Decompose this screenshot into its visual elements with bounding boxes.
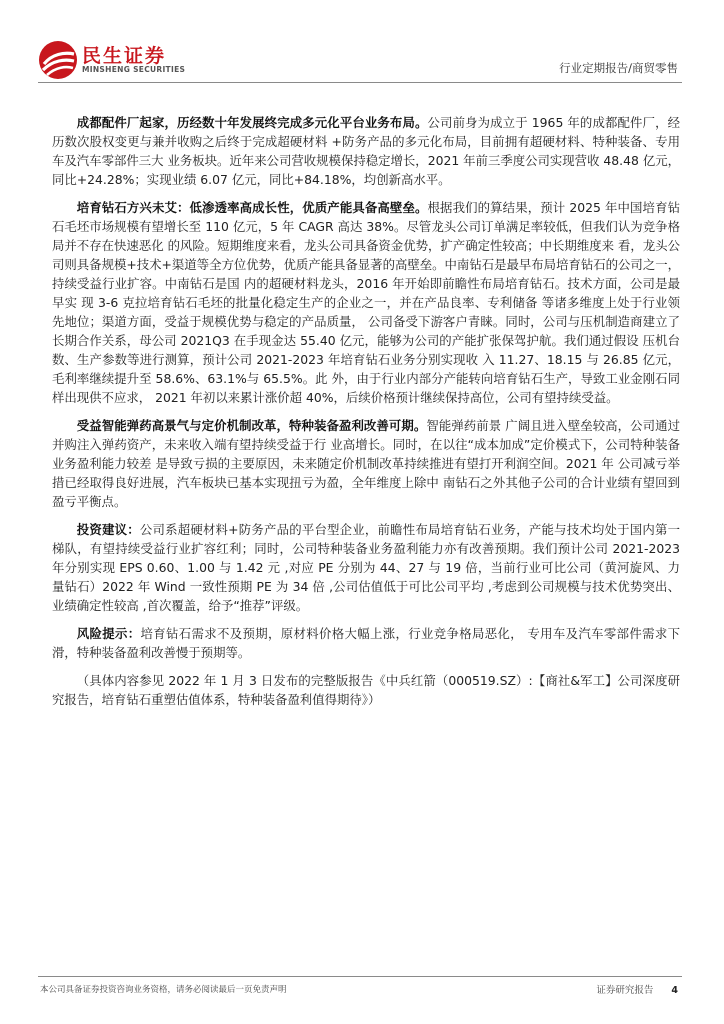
logo-english-name: MINSHENG SECURITIES <box>82 65 186 74</box>
page-header <box>0 0 724 90</box>
paragraph-lead: 培育钻石方兴未艾：低渗透率高成长性，优质产能具备高壁垒。 <box>76 200 428 215</box>
paragraph-text: 根据我们的算结果，预计 2025 年中国培育钻石毛坯市场规模有望增长至 110 亿元，5 年 CAGR 高达 38%。尽管龙头公司订单满足率较低，但我们认为竞争格局并不存在快速恶化 的风险。短期维度来看，龙头公司具备资金优势，扩产确定性较高；中长期维度来 看，龙头公司则具备规模+技术+渠道等全方位优势，优质产能具备显著的高壁垒。中南钻石是最早布局培育钻石的公司之一，持续受益行业扩容。中南钻石是国 内的超硬材料龙头，2016 年开始即前瞻性布局培育钻石。技术方面，公司是最早实 现 3-6 克拉培育钻石毛坯的批量化稳定生产的企业之一，并在产品良率、专利储备 等诸多维度上处于行业领先地位；渠道方面，受益于规模优势与稳定的产品质量， 公司备受下游客户青睐。同时，公司与压机制造商建立了长期合作关系，母公司 2021Q3 在手现金达 55.40 亿元，能够为公司的产能扩张保驾护航。我们通过假设 压机台数、生产参数等进行测算，预计公司 2021-2023 年培育钻石业务分别实现收 入 11.27、18.15 与 26.85 亿元，毛利率继续提升至 58.6%、63.1%与 65.5%。此 外，由于行业内部分产能转向培育钻石生产，导致工业金刚石同样出现供不应求， 2021 年初以来累计涨价超 40%，后续价格预计继续保持高位，公司有望持续受益。 <box>52 200 680 405</box>
paragraph-lead: 受益智能弹药高景气与定价机制改革，特种装备盈利改善可期。 <box>76 418 427 433</box>
page-footer <box>596 982 678 996</box>
report-body <box>52 113 680 718</box>
paragraph-lead: 风险提示： <box>76 626 141 641</box>
paragraph-lead: 投资建议： <box>76 522 140 537</box>
paragraph-lead: 成都配件厂起家，历经数十年发展终完成多元化平台业务布局。 <box>76 115 428 130</box>
paragraph-text: 公司前身为成立于 1965 年的成都配件厂，经历数次股权变更与兼并收购之后终于完成超硬材料 +防务产品的多元化布局，目前拥有超硬材料、特种装备、专用车及汽车零部件三大 业务板块。近年来公司营收规模保持稳定增长，2021 年前三季度公司实现营收 48.48 亿元，同比+24.28%；实现业绩 6.07 亿元，同比+84.18%，均创新高水平。 <box>52 115 680 187</box>
footer-divider <box>38 976 682 977</box>
paragraph-special-equipment <box>52 416 680 511</box>
minsheng-logo-icon <box>38 40 78 80</box>
paragraph-text: 智能弹药前景 广阔且进入壁垒较高，公司通过并购注入弹药资产，未来收入端有望持续受益于行 业高增长。同时，在以往“成本加成”定价模式下，公司特种装备业务盈利能力较差 是导致亏损的主要原因，未来随定价机制改革持续推进有望打开利润空间。2021 年 公司减亏举措已经取得良好进展，汽车板块已基本实现扭亏为盈，全年维度上除中 南钻石之外其他子公司的合计业绩有望回到盈亏平衡点。 <box>52 418 680 509</box>
paragraph-lab-diamond <box>52 198 680 407</box>
logo-chinese-name: 民生证券 <box>82 45 167 67</box>
paragraph-text: （具体内容参见 2022 年 1 月 3 日发布的完整版报告《中兵红箭（000519.SZ）:【商社&军工】公司深度研究报告，培育钻石重塑估值体系，特种装备盈利值得期待》） <box>52 673 680 707</box>
paragraph-risk-warning <box>52 624 680 662</box>
paragraph-text: 培育钻石需求不及预期，原材料价格大幅上涨，行业竞争格局恶化， 专用车及汽车零部件需求下滑，特种装备盈利改善慢于预期等。 <box>52 626 680 660</box>
paragraph-reference-note <box>52 671 680 709</box>
header-divider <box>38 82 682 83</box>
page-number: 4 <box>671 985 678 996</box>
paragraph-investment-advice <box>52 520 680 615</box>
footer-disclaimer: 本公司具备证券投资咨询业务资格，请务必阅读最后一页免责声明 <box>40 985 287 995</box>
paragraph-text: 公司系超硬材料+防务产品的平台型企业，前瞻性布局培育钻石业务，产能与技术均处于国内第一梯队，有望持续受益行业扩容红利；同时，公司特种装备业务盈利能力亦有改善预期。我们预计公司 2021-2023 年分别实现 EPS 0.60、1.00 与 1.42 元 ,对应 PE 分别为 44、27 与 19 倍，当前行业可比公司（黄河旋风、力量钻石）2022 年 Wind 一致性预期 PE 为 34 倍 ,公司估值低于可比公司平均 ,考虑到公司规模与技术优势突出、业绩确定性较高 ,首次覆盖，给予“推荐”评级。 <box>52 522 681 613</box>
company-logo <box>38 40 198 80</box>
report-category: 行业定期报告/商贸零售 <box>559 61 678 75</box>
document-type: 证券研究报告 <box>596 985 654 996</box>
paragraph-company-history <box>52 113 680 189</box>
